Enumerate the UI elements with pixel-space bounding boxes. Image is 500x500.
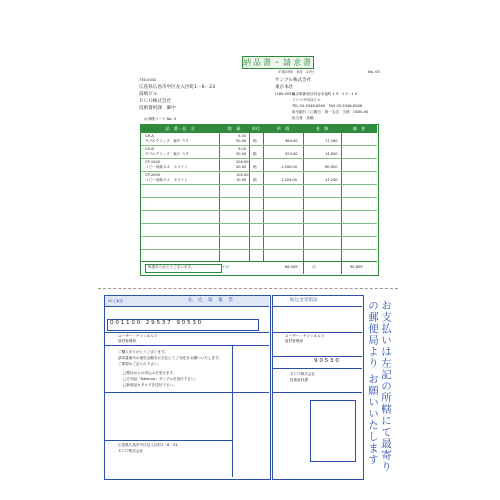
row-3-amount: 60,000 — [325, 165, 338, 169]
row-divider — [141, 171, 377, 172]
subtotal-value: 86,549 — [285, 265, 298, 269]
slip-payee: ユーザー・チャンネル５ — [118, 334, 158, 338]
account-number: 0 0 1 1 0 0 2 9 5 3 7 9 0 5 3 0 — [110, 320, 202, 326]
receipt-divider — [273, 368, 362, 369]
row-4-amount: 13,240 — [325, 178, 338, 182]
customer-code: お得様コード No. 5 — [144, 117, 177, 121]
issue-date: 平成19年 6月 27日 — [278, 70, 315, 74]
sender-building: ソリマチ四谷ビル — [292, 98, 321, 102]
sender-tel: TEL 03-5346-6260 FAX 03-5346-6266 — [292, 104, 362, 108]
sender-postal: (160-0033) — [275, 92, 296, 96]
row-1-unit: 箱 — [253, 139, 257, 143]
slip-office: 00 | 東京 — [108, 299, 124, 303]
row-3-qty: 40.00 — [236, 165, 247, 169]
header-note: 摘 要 — [352, 126, 366, 131]
sender-branch: 東京本社 — [275, 85, 294, 90]
total-row-divider — [141, 261, 377, 262]
slip-footer-company: ＥＣＯ株式会社 — [118, 449, 144, 453]
slip-message-1: ご購入ありがとうございます。 — [118, 350, 169, 354]
row-divider — [141, 145, 377, 146]
sender-address: 東京都新宿区四谷本塩町 1 5－1 5－1 0 — [292, 92, 358, 96]
column-divider — [303, 133, 304, 274]
row-4-name: コピー用紙Ａ３ ホワイト — [145, 178, 188, 182]
row-2-qty-top: 5.00 — [238, 147, 247, 151]
row-4-qty: 10.00 — [236, 178, 247, 182]
row-divider — [141, 236, 377, 237]
slip-divider — [105, 440, 232, 441]
header-amount: 金 額 — [315, 126, 329, 131]
subtotal-label: 小計 — [222, 265, 230, 269]
row-3-unit: 箱 — [253, 165, 257, 169]
slip-check-3: □新商品カタログを送付下さい。 — [123, 383, 177, 387]
row-3-price: 1,500.00 — [281, 165, 298, 169]
recipient-address: 広島県広島市中区長入区町1－6－23 — [139, 85, 216, 90]
slip-message-2: 請求書番号の領収金額をお支払にてご対応をお願いいたします。 — [118, 356, 222, 360]
row-3-name: コピー用紙Ａ４ ホワイト — [145, 165, 188, 169]
row-1-price: 364.00 — [285, 139, 298, 143]
row-4-qty-top: 100.00 — [236, 173, 249, 177]
items-table — [140, 124, 379, 276]
slip-payee-dept: 資材管理部 — [118, 339, 136, 343]
sender-bank: 取引銀行 ○○銀行 第一支店 当座 0000-00 — [292, 110, 369, 114]
row-2-price: 323.00 — [285, 152, 298, 156]
document-number: No. 05 — [368, 70, 380, 74]
row-2-code: CH-B — [145, 147, 154, 151]
items-table-header — [141, 125, 377, 133]
receipt-payee: ユーザー・チャンネル５ — [285, 334, 325, 338]
recipient-department: 技術資材課 御中 — [139, 106, 176, 111]
slip-divider — [105, 392, 269, 393]
row-divider — [141, 184, 377, 185]
receipt-payee-dept: 資材管理部 — [285, 339, 303, 343]
sender-person: 担当者 高橋 — [292, 116, 314, 120]
sender-name: サンプル株式会社 — [275, 78, 312, 83]
payment-instructions: お支払いは左記の所轄にて最寄りの郵便局より お願いいたします — [367, 300, 392, 473]
row-2-name: ダブルクリップ 極小 ５０ — [145, 152, 189, 156]
receipt-amount: 9 0 5 3 0 — [314, 358, 339, 364]
receipt-divider — [273, 332, 362, 333]
slip-title: 払 込 取 扱 票 — [188, 298, 235, 303]
row-3-code: CP-1000 — [145, 160, 161, 164]
header-unit: 単位 — [251, 126, 261, 131]
recipient-building: 湯崎ビル — [139, 92, 158, 97]
slip-footer-address: 広島県広島市中区長入区町1－6－23 — [118, 443, 178, 447]
slip-check-1: □弊社からの申込みを受けます。 — [123, 371, 177, 375]
row-4-unit: 箱 — [253, 178, 257, 182]
row-divider — [141, 210, 377, 211]
row-divider — [141, 223, 377, 224]
recipient-company: ＥＣＯ株式会社 — [139, 99, 172, 104]
header-item: 品 番・品 名 — [165, 126, 195, 131]
header-qty: 数 量 — [227, 126, 241, 131]
note-text: 毎度ありがとうございます。 — [148, 265, 195, 269]
slip-divider — [105, 306, 269, 307]
row-1-qty-top: 5.00 — [238, 134, 247, 138]
row-2-qty: 50.00 — [236, 152, 247, 156]
row-2-unit: 箱 — [253, 152, 257, 156]
receipt-stamp-area — [310, 400, 356, 462]
row-1-qty: 50.00 — [236, 139, 247, 143]
row-3-qty-top: 200.00 — [236, 160, 249, 164]
tax-label: 消 — [312, 265, 316, 269]
row-divider — [141, 197, 377, 198]
row-1-name: ダブルクリップ 極中 ５０ — [145, 139, 189, 143]
receipt-divider — [273, 392, 362, 393]
slip-message-3: ご要望のご記入の下さい。 — [118, 362, 162, 366]
slip-header-band — [105, 296, 269, 306]
row-4-price: 1,324.00 — [281, 178, 298, 182]
row-2-amount: 14,840 — [325, 152, 338, 156]
header-price: 単 価 — [276, 126, 290, 131]
slip-column-divider — [232, 345, 233, 477]
receipt-divider — [273, 306, 362, 307]
slip-check-2: □月刊誌「Kakkura」サンプルを送付下さい。 — [123, 377, 199, 381]
row-1-amount: 17,160 — [325, 139, 338, 143]
receipt-company: ＥＣＯ株式会社 — [290, 372, 316, 376]
recipient-postal: 730-0042 — [139, 78, 157, 82]
document-title: 納品書・請求書 — [243, 58, 313, 67]
row-divider — [141, 158, 377, 159]
row-divider — [141, 249, 377, 250]
receipt-dept: 技術資材課 — [290, 378, 308, 382]
perforation-line — [98, 288, 398, 289]
total-value: 90,859 — [350, 265, 363, 269]
receipt-divider — [273, 356, 362, 357]
row-1-code: CH-A — [145, 134, 154, 138]
slip-divider — [105, 332, 269, 333]
column-divider — [341, 133, 342, 274]
receipt-title: 振込金受領証 — [290, 298, 318, 303]
row-4-code: CP-2000 — [145, 173, 161, 177]
slip-divider — [105, 345, 269, 346]
